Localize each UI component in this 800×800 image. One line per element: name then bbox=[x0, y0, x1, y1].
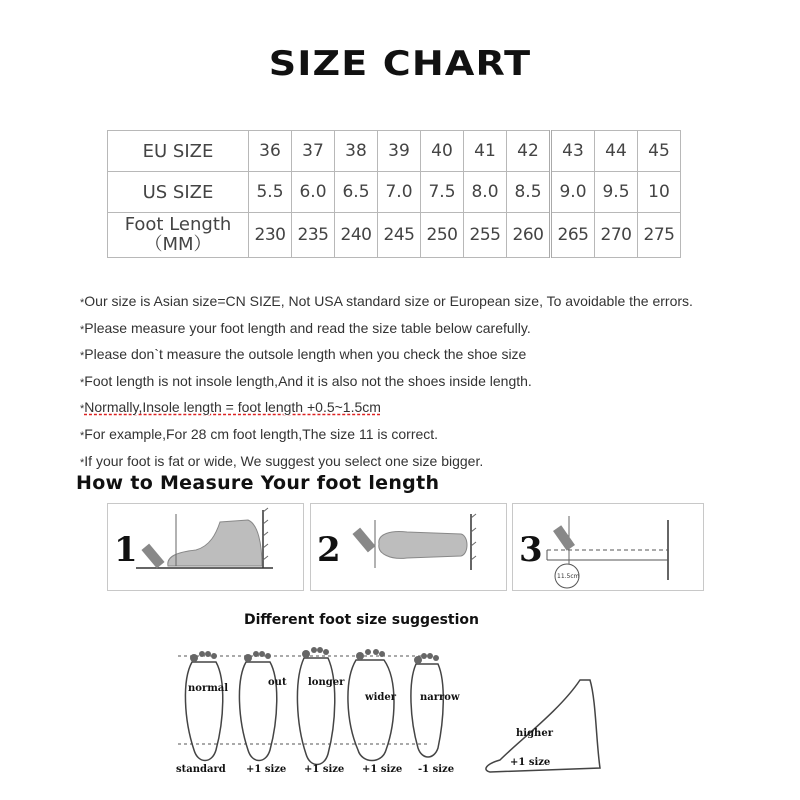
note-text: Foot length is not insole length,And it is also not the shoes inside length. bbox=[84, 372, 532, 389]
ruler-illustration bbox=[513, 504, 703, 590]
table-cell: 230 bbox=[249, 213, 292, 258]
row-label-us: US SIZE bbox=[108, 172, 249, 213]
step-number: 2 bbox=[317, 530, 341, 570]
foot-label-out: out bbox=[268, 677, 287, 688]
note-text: For example,For 28 cm foot length,The size 11 is correct. bbox=[84, 425, 439, 442]
bullet-star-icon: * bbox=[80, 403, 85, 416]
caption-plus1-longer: +1 size bbox=[304, 764, 345, 775]
ruler-label: 11.5cm bbox=[557, 573, 580, 580]
caption-plus1-out: +1 size bbox=[246, 764, 287, 775]
table-cell: 9.0 bbox=[551, 172, 595, 213]
measure-heading: How to Measure Your foot length bbox=[76, 472, 440, 494]
table-cell: 8.0 bbox=[464, 172, 507, 213]
table-cell: 250 bbox=[421, 213, 464, 258]
measure-step-1 bbox=[107, 503, 304, 591]
note-item bbox=[80, 370, 780, 397]
foot-label-wider: wider bbox=[365, 692, 397, 703]
note-text: If your foot is fat or wide, We suggest you select one size bigger. bbox=[84, 452, 484, 469]
foot-label-narrow: narrow bbox=[420, 692, 460, 703]
row-label-eu: EU SIZE bbox=[108, 131, 249, 172]
bullet-star-icon: * bbox=[80, 297, 85, 309]
bullet-star-icon: * bbox=[80, 376, 85, 389]
caption-plus1-wider: +1 size bbox=[362, 764, 403, 775]
note-text: Normally,Insole length = foot length +0.5~1.5cm bbox=[84, 399, 381, 416]
bullet-star-icon: * bbox=[80, 350, 85, 363]
table-cell: 42 bbox=[507, 131, 551, 172]
table-cell: 45 bbox=[638, 131, 681, 172]
measure-step-3 bbox=[512, 503, 704, 591]
note-text: Our size is Asian size=CN SIZE, Not USA standard size or European size, To avoidable the errors. bbox=[84, 293, 693, 309]
foot-side-illustration bbox=[108, 504, 303, 590]
table-cell: 40 bbox=[421, 131, 464, 172]
notes-list bbox=[80, 290, 780, 476]
measure-step-2 bbox=[310, 503, 507, 591]
bullet-star-icon: * bbox=[80, 429, 85, 442]
table-cell: 44 bbox=[595, 131, 638, 172]
table-cell: 9.5 bbox=[595, 172, 638, 213]
table-cell: 38 bbox=[335, 131, 378, 172]
table-row-eu bbox=[108, 131, 681, 172]
caption-standard: standard bbox=[176, 764, 226, 775]
table-row-foot-length bbox=[108, 213, 681, 258]
table-cell: 260 bbox=[507, 213, 551, 258]
note-item bbox=[80, 290, 780, 317]
note-item bbox=[80, 423, 780, 450]
table-cell: 275 bbox=[638, 213, 681, 258]
step-number: 3 bbox=[519, 530, 543, 570]
caption-minus1-narrow: -1 size bbox=[418, 764, 455, 775]
step-number: 1 bbox=[114, 530, 138, 570]
table-cell: 7.0 bbox=[378, 172, 421, 213]
row-label-foot-length bbox=[108, 213, 249, 258]
size-table bbox=[107, 130, 681, 258]
table-cell: 235 bbox=[292, 213, 335, 258]
table-cell: 36 bbox=[249, 131, 292, 172]
foot-length-unit: （MM） bbox=[144, 234, 212, 255]
bullet-star-icon: * bbox=[80, 456, 85, 469]
table-cell: 240 bbox=[335, 213, 378, 258]
foot-length-label: Foot Length bbox=[124, 214, 232, 235]
suggestion-heading: Different foot size suggestion bbox=[244, 612, 479, 628]
table-cell: 265 bbox=[551, 213, 595, 258]
note-item bbox=[80, 396, 780, 423]
note-item bbox=[80, 343, 780, 370]
note-text: Please measure your foot length and read the size table below carefully. bbox=[84, 319, 531, 336]
table-cell: 10 bbox=[638, 172, 681, 213]
foot-top-illustration bbox=[311, 504, 506, 590]
table-cell: 37 bbox=[292, 131, 335, 172]
table-row-us bbox=[108, 172, 681, 213]
table-cell: 245 bbox=[378, 213, 421, 258]
foot-label-higher: higher bbox=[516, 728, 553, 739]
page-title: SIZE CHART bbox=[268, 44, 532, 84]
table-cell: 6.5 bbox=[335, 172, 378, 213]
caption-plus1-higher: +1 size bbox=[510, 757, 551, 768]
table-cell: 41 bbox=[464, 131, 507, 172]
table-cell: 5.5 bbox=[249, 172, 292, 213]
foot-label-normal: normal bbox=[188, 683, 229, 694]
table-cell: 43 bbox=[551, 131, 595, 172]
note-item bbox=[80, 317, 780, 344]
table-cell: 8.5 bbox=[507, 172, 551, 213]
table-cell: 6.0 bbox=[292, 172, 335, 213]
foot-label-longer: longer bbox=[308, 677, 345, 688]
bullet-star-icon: * bbox=[80, 323, 85, 336]
note-text: Please don`t measure the outsole length when you check the shoe size bbox=[84, 346, 527, 363]
table-cell: 7.5 bbox=[421, 172, 464, 213]
table-cell: 39 bbox=[378, 131, 421, 172]
table-cell: 255 bbox=[464, 213, 507, 258]
table-cell: 270 bbox=[595, 213, 638, 258]
